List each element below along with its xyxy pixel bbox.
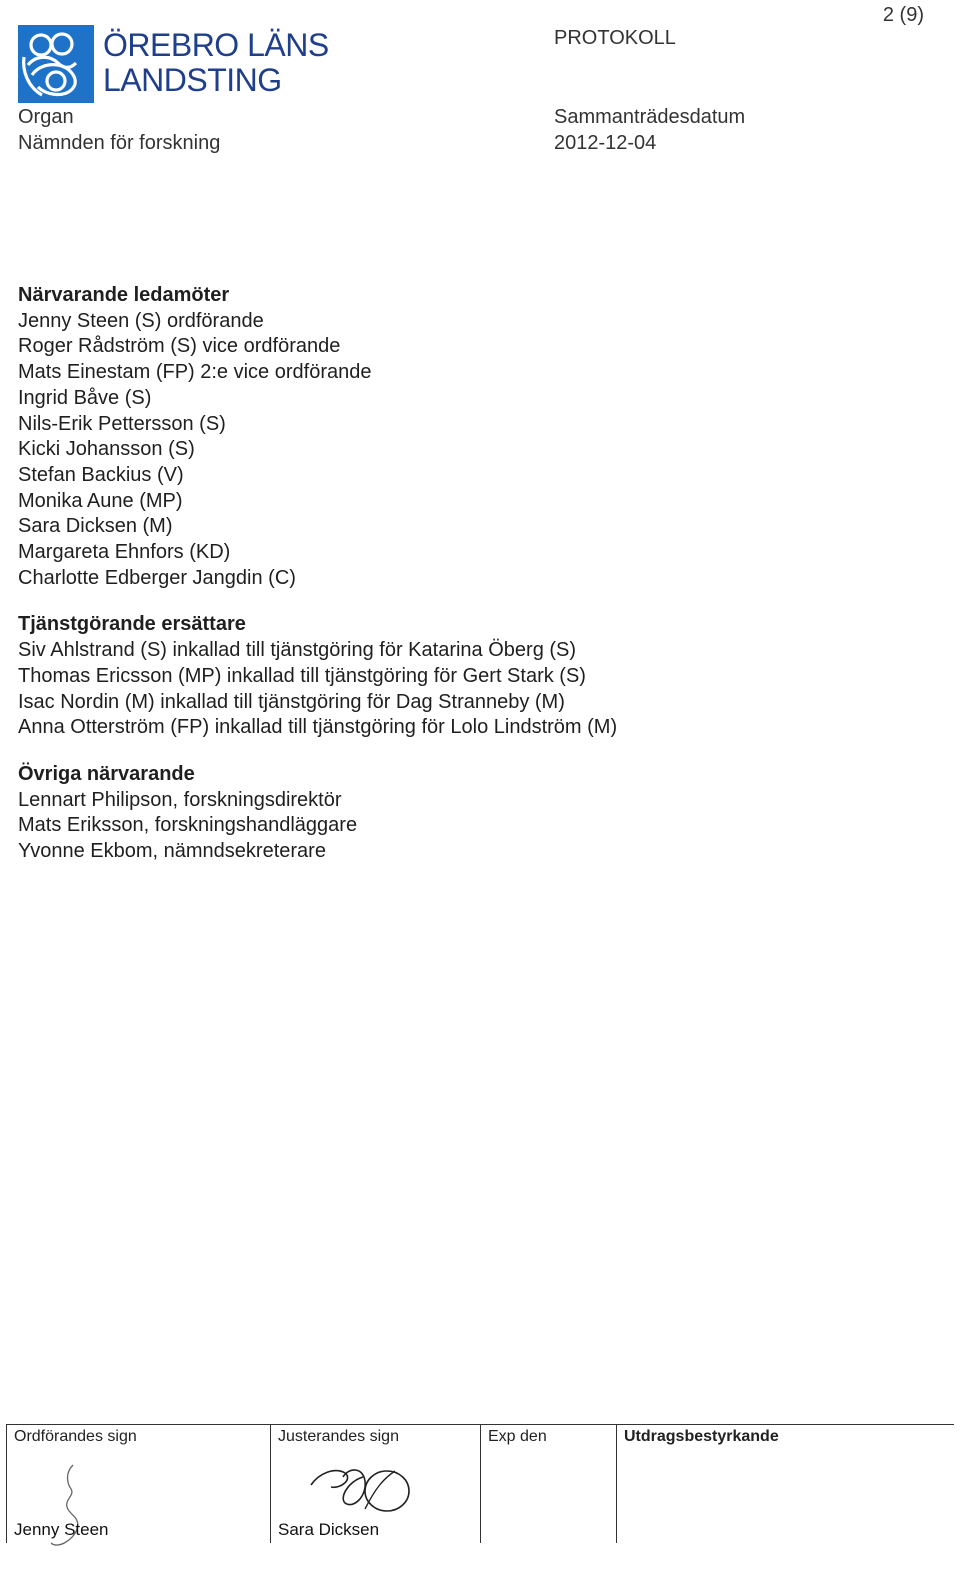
list-item: Jenny Steen (S) ordförande (18, 309, 264, 332)
organization-name (103, 28, 329, 98)
list-item: Roger Rådström (S) vice ordförande (18, 335, 341, 358)
organ-label: Organ (18, 106, 74, 128)
section-members (18, 283, 918, 591)
extract-cell (616, 1425, 955, 1543)
list-item: Stefan Backius (V) (18, 463, 184, 486)
list-item: Margareta Ehnfors (KD) (18, 541, 231, 564)
section-title: Övriga närvarande (18, 762, 195, 785)
organ-value: Nämnden för forskning (18, 132, 221, 154)
section-title: Närvarande ledamöter (18, 284, 230, 306)
extract-label: Utdragsbestyrkande (624, 1428, 779, 1445)
section-substitutes (18, 612, 918, 741)
adjust-signature (305, 1459, 415, 1521)
list-item: Mats Einestam (FP) 2:e vice ordförande (18, 361, 372, 384)
list-item: Ingrid Båve (S) (18, 386, 152, 409)
section-others (18, 762, 918, 865)
org-name-line2: LANDSTING (103, 62, 282, 98)
list-item: Isac Nordin (M) inkallad till tjänstgöring för Dag Stranneby (M) (18, 690, 565, 713)
chair-name: Jenny Steen (14, 1520, 109, 1539)
list-item: Charlotte Edberger Jangdin (C) (18, 566, 296, 589)
list-item: Anna Otterström (FP) inkallad till tjänstgöring för Lolo Lindström (M) (18, 716, 618, 739)
meeting-date-value: 2012-12-04 (554, 132, 657, 154)
list-item: Siv Ahlstrand (S) inkallad till tjänstgöring för Katarina Öberg (S) (18, 639, 577, 662)
meeting-date-label: Sammanträdesdatum (554, 106, 746, 128)
attendance-content (18, 283, 918, 886)
list-item: Mats Eriksson, forskningshandläggare (18, 814, 358, 837)
list-item: Sara Dicksen (M) (18, 515, 173, 538)
exp-cell (480, 1425, 617, 1543)
list-item: Lennart Philipson, forskningsdirektör (18, 788, 342, 811)
adjust-name: Sara Dicksen (278, 1520, 380, 1539)
logo-emblem (18, 25, 94, 103)
list-item: Nils-Erik Pettersson (S) (18, 412, 226, 435)
chair-sign-cell (6, 1425, 271, 1543)
list-item: Monika Aune (MP) (18, 489, 183, 512)
list-item: Kicki Johansson (S) (18, 438, 195, 461)
signature-footer (6, 1424, 954, 1543)
adjust-sign-cell (270, 1425, 481, 1543)
adjust-sign-label: Justerandes sign (278, 1428, 399, 1445)
chair-sign-label: Ordförandes sign (14, 1428, 137, 1445)
list-item: Yvonne Ekbom, nämndsekreterare (18, 840, 326, 863)
page-number: 2 (9) (882, 4, 924, 26)
list-item: Thomas Ericsson (MP) inkallad till tjänstgöring för Gert Stark (S) (18, 664, 586, 687)
section-title: Tjänstgörande ersättare (18, 613, 246, 636)
org-name-line1: ÖREBRO LÄNS (103, 27, 329, 63)
document-type: PROTOKOLL (554, 27, 676, 49)
exp-label: Exp den (488, 1428, 547, 1445)
county-council-emblem-icon (18, 25, 94, 103)
